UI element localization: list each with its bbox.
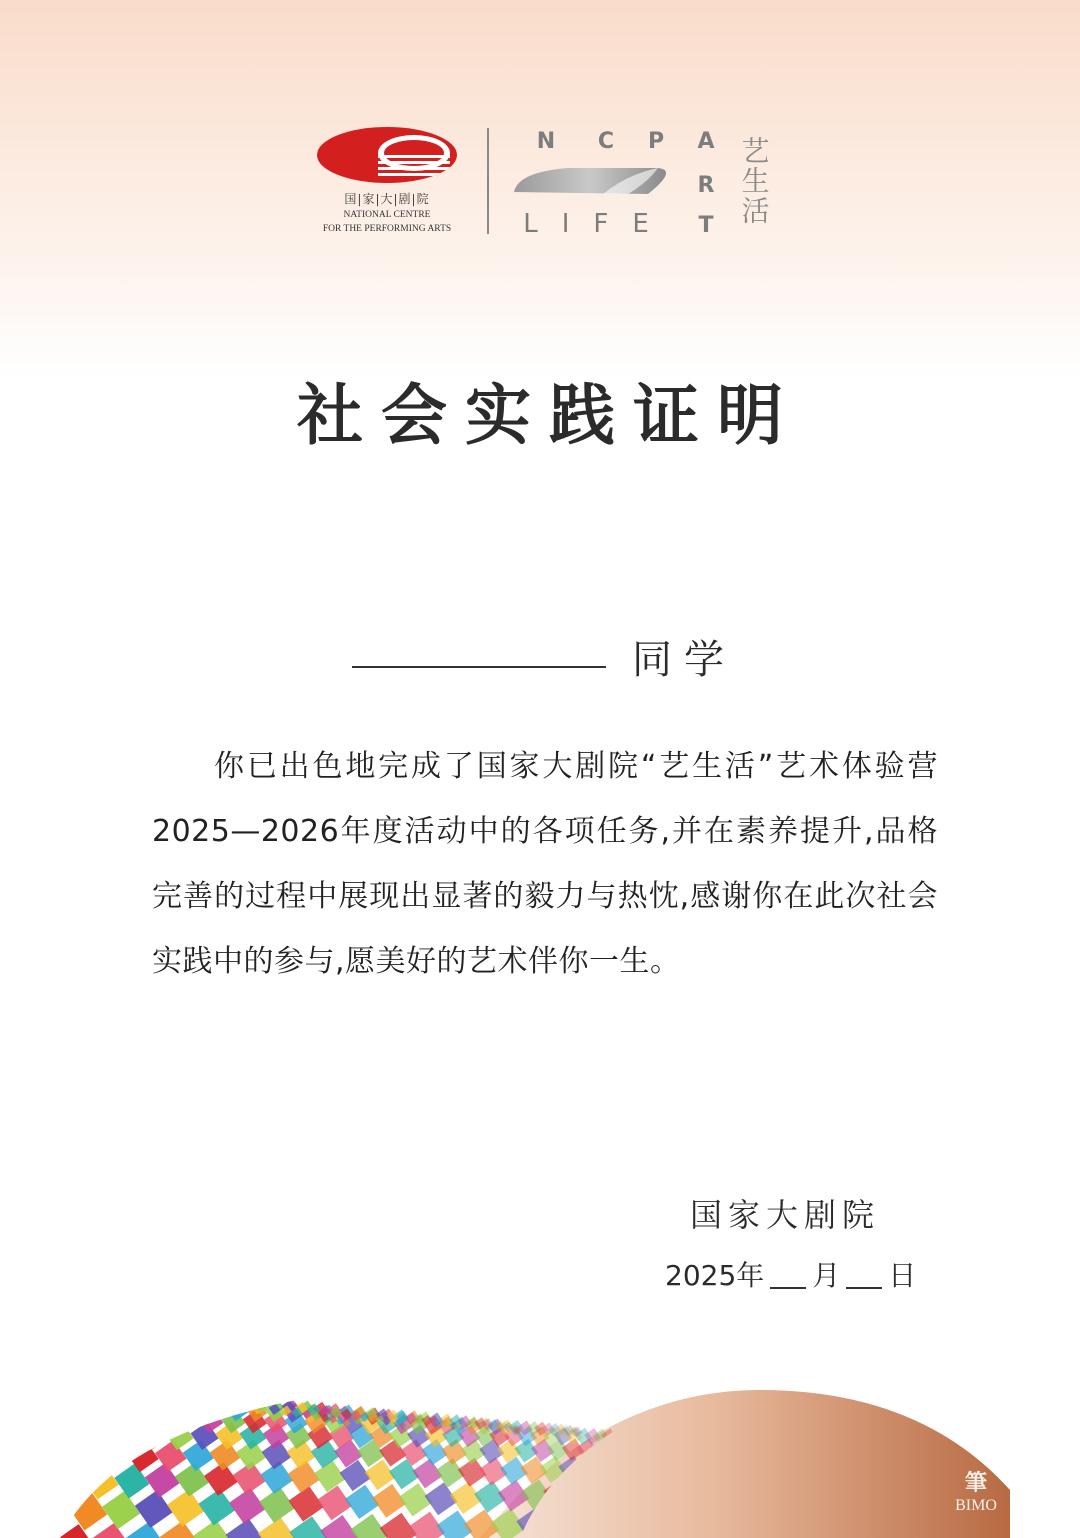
- mosaic-tile: [159, 1521, 199, 1538]
- mosaic-tile: [345, 1485, 379, 1519]
- mosaic-tile: [206, 1399, 228, 1421]
- mosaic-tile: [259, 1487, 295, 1523]
- logo-letter-r: R: [697, 173, 715, 198]
- mosaic-tile: [289, 1516, 327, 1538]
- mosaic-tile: [188, 1390, 205, 1407]
- mosaic-tile: [112, 1421, 142, 1451]
- mosaic-tile: [288, 1461, 320, 1493]
- mosaic-tile: [214, 1394, 233, 1413]
- mosaic-tile: [83, 1464, 119, 1500]
- mosaic-tile: [145, 1463, 180, 1498]
- mosaic-tile: [238, 1395, 253, 1410]
- mosaic-tile: [288, 1486, 323, 1521]
- date-month-unit: 月: [812, 1259, 841, 1292]
- issuer-name: 国家大剧院: [690, 1196, 881, 1234]
- mosaic-tile: [314, 1460, 346, 1492]
- mosaic-tile: [151, 1407, 177, 1433]
- mosaic-tile: [97, 1440, 130, 1473]
- logo-letter-n: N: [536, 129, 556, 154]
- ncpa-name-en-line2: FOR THE PERFORMING ARTS: [322, 224, 452, 234]
- logo-word-life: LIFE: [523, 209, 673, 239]
- logo-vertical-cn: 艺生活: [737, 136, 771, 226]
- mosaic-tile: [135, 1490, 173, 1528]
- mosaic-tile: [175, 1462, 209, 1496]
- logo-letter-t: T: [698, 213, 714, 238]
- mosaic-tile: [125, 1522, 166, 1538]
- day-blank: [846, 1286, 882, 1289]
- recipient-suffix: 同学: [632, 637, 736, 683]
- mosaic-tile: [230, 1397, 243, 1410]
- ncpa-name-cn: 国|家|大|剧|院: [344, 192, 430, 206]
- mosaic-tile: [102, 1491, 140, 1529]
- mosaic-tile: [317, 1485, 352, 1520]
- ncpa-logo-icon: [312, 125, 462, 240]
- date-day-unit: 日: [888, 1259, 917, 1292]
- mosaic-tile: [350, 1514, 387, 1538]
- mosaic-tile: [175, 1391, 195, 1411]
- mosaic-tile: [163, 1397, 186, 1420]
- mosaic-tile: [69, 1492, 108, 1531]
- mosaic-tile: [141, 1396, 164, 1419]
- month-blank: [770, 1286, 806, 1289]
- mosaic-tile: [185, 1398, 207, 1420]
- mosaic-tile: [222, 1393, 238, 1409]
- recipient-name-blank: [352, 666, 606, 668]
- watermark-en: BIMO: [955, 1497, 997, 1514]
- date-year: 2025年: [665, 1259, 765, 1292]
- mosaic-tile: [170, 1388, 187, 1405]
- mosaic-tile: [167, 1489, 204, 1526]
- mosaic-tile: [243, 1399, 255, 1411]
- mosaic-tile: [399, 1483, 432, 1516]
- mosaic-tile: [215, 1395, 228, 1408]
- logo-letter-a: A: [697, 129, 715, 154]
- certificate-title: 社会实践证明: [297, 377, 801, 454]
- mosaic-tile: [320, 1515, 358, 1538]
- art-life-logo-icon: [508, 122, 778, 242]
- logo-letter-p: P: [647, 129, 665, 154]
- logo-divider: [487, 128, 489, 234]
- mosaic-tile: [232, 1395, 250, 1413]
- logo-letter-c: C: [597, 129, 615, 154]
- mosaic-tile: [139, 1421, 168, 1450]
- mosaic-tile: [184, 1391, 198, 1405]
- certificate-body: 你已出色地完成了国家大剧院“艺生活”艺术体验营2025—2026年度活动中的各项任务,并在素养提升,品格完善的过程中展现出显著的毅力与热忱,感谢你在此次社会实践中的参与,愿美好的艺术伴你一生。: [152, 749, 938, 979]
- issue-date: [665, 1254, 916, 1294]
- mosaic-tile: [155, 1390, 175, 1410]
- mosaic-tile: [90, 1523, 131, 1538]
- watermark: [946, 1470, 1006, 1516]
- mosaic-tile: [200, 1393, 214, 1407]
- bottom-mosaic-decoration: [0, 1330, 1080, 1538]
- mosaic-tile: [126, 1406, 152, 1432]
- ncpa-name-en-line1: NATIONAL CENTRE: [343, 210, 431, 220]
- watermark-cn: 筆: [964, 1470, 987, 1496]
- mosaic-tile: [195, 1393, 214, 1412]
- mosaic-tile: [205, 1392, 221, 1408]
